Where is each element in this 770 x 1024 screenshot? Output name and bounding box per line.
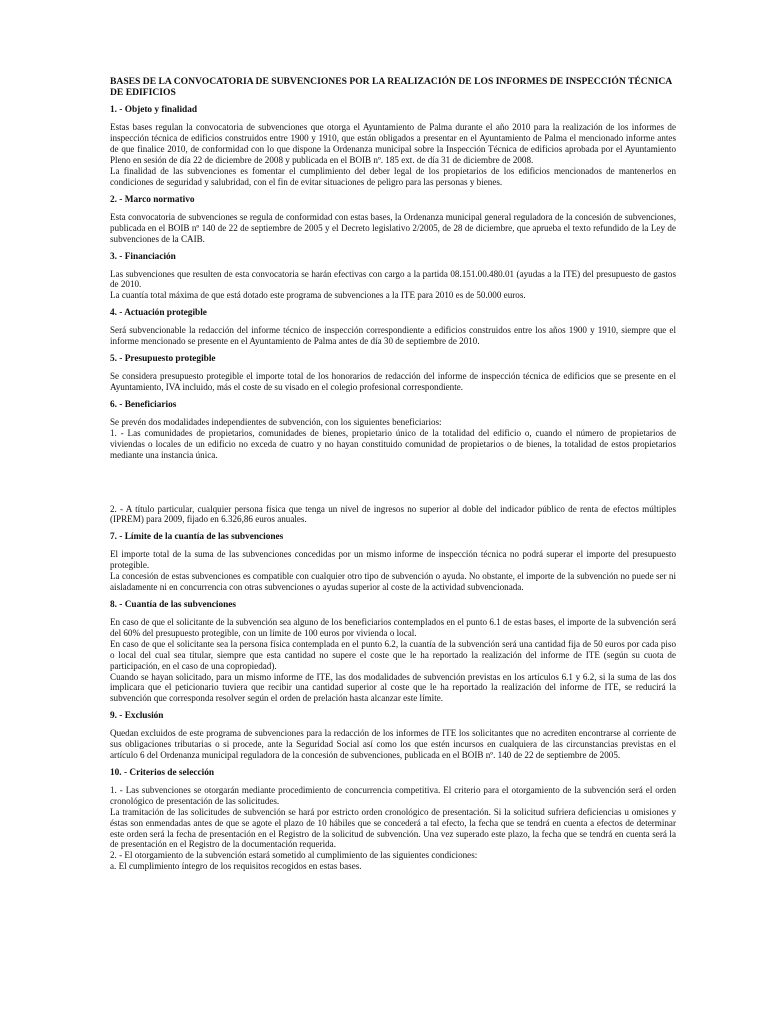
section-paragraph: La cuantía total máxima de que está dotado este programa de subvenciones a la ITE para 2010 es de 50.000 euros. [110, 290, 526, 301]
section-paragraph: La tramitación de las solicitudes de subvención se hará por estricto orden cronológico de presentación. Si la solicitud sufriera deficiencias u omisiones y éstas son enmendadas antes de que se agote el plazo de 10 hábiles que se concederá a tal efecto, la fecha que se tendrá en cuenta a efectos de determinar este orden será la fecha de presentación en el Registro de la solicitud de subvención. Una vez superado este plazo, la fecha que se tendrá en cuenta será la de presentación en el Registro de la documentación requerida. [110, 806, 676, 850]
section-paragraph: El importe total de la suma de las subvenciones concedidas por un mismo informe de inspección técnica no podrá superar el importe del presupuesto protegible. [110, 549, 676, 571]
section-paragraph: Esta convocatoria de subvenciones se regula de conformidad con estas bases, la Ordenanza municipal general reguladora de la concesión de subvenciones, publicada en el BOIB nº 140 de 22 de septiembre de 2005 y el Decreto legislativo 2/2005, de 28 de diciembre, que aprueba el texto refundido de la Ley de subvenciones de la CAIB. [110, 211, 676, 244]
section-heading: 7. - Límite de la cuantía de las subvenciones [110, 532, 284, 543]
section [110, 308, 676, 347]
section-paragraph: 1. - Las subvenciones se otorgarán mediante procedimiento de concurrencia competitiva. El criterio para el otorgamiento de la subvención será el orden cronológico de presentación de las solicitudes. [110, 784, 676, 806]
section [110, 532, 676, 593]
section [110, 400, 676, 525]
paragraph-gap [110, 477, 676, 488]
section-heading: 5. - Presupuesto protegible [110, 354, 216, 365]
section-heading: 9. - Exclusión [110, 711, 164, 722]
section-heading: 8. - Cuantía de las subvenciones [110, 599, 237, 610]
document-title: BASES DE LA CONVOCATORIA DE SUBVENCIONES POR LA REALIZACIÓN DE LOS INFORMES DE INSPECCIÓN TÉCNICA DE EDIFICIOS [110, 76, 672, 99]
section-paragraph: En caso de que el solicitante sea la persona física contemplada en el punto 6.2, la cuantía de la subvención será una cantidad fija de 50 euros por cada piso o local del cual sea titular, siempre que esta cantidad no supere el coste que le ha reportado la realización del informe de ITE (según su cuota de participación, en el caso de una copropiedad). [110, 638, 676, 671]
section [110, 354, 676, 393]
section [110, 711, 676, 761]
document-page [110, 76, 676, 872]
section [110, 195, 676, 245]
section-heading: 10. - Criterios de selección [110, 767, 215, 778]
section-paragraph: Se considera presupuesto protegible el importe total de los honorarios de redacción del informe de inspección técnica de edificios que se presente en el Ayuntamiento, IVA incluido, más el coste de su visado en el colegio profesional correspondiente. [110, 371, 676, 392]
section-paragraph: 1. - Las comunidades de propietarios, comunidades de bienes, propietario único de la totalidad del edificio o, cuando el número de propietarios de viviendas o locales de un edificio no exceda de cuatro y no hayan constituido comunidad de propietarios o de bienes, la totalidad de estos propietarios mediante una instancia única. [110, 427, 676, 460]
document-body [110, 105, 676, 872]
section-paragraph: Las subvenciones que resulten de esta convocatoria se harán efectivas con cargo a la partida 08.151.00.480.01 (ayudas a la ITE) del presupuesto de gastos de 2010. [110, 268, 676, 290]
section [110, 768, 676, 872]
section-paragraph: Será subvencionable la redacción del informe técnico de inspección correspondiente a edificios construidos entre los años 1900 y 1910, siempre que el informe mencionado se presente en el Ayuntamiento de Palma antes de día 30 de septiembre de 2010. [110, 325, 676, 347]
section-paragraph: Cuando se hayan solicitado, para un mismo informe de ITE, las dos modalidades de subvención previstas en los artículos 6.1 y 6.2, si la suma de las dos implicara que el peticionario tuviera que recibir una cantidad superior al coste que le ha reportado la realización del informe de ITE, se reducirá la subvención que corresponda resolver según el orden de prelación hasta alcanzar este límite. [110, 671, 676, 704]
section [110, 105, 676, 187]
section-paragraph: Se prevén dos modalidades independientes de subvención, con los siguientes beneficiarios: [110, 416, 442, 427]
section-paragraph: 2. - A título particular, cualquier persona física que tenga un nivel de ingresos no superior al doble del indicador público de renta de efectos múltiples (IPREM) para 2009, fijado en 6.326,86 euros anuales. [110, 503, 676, 525]
section-paragraph: a. El cumplimiento íntegro de los requisitos recogidos en estas bases. [110, 861, 362, 872]
section-paragraph: Quedan excluidos de este programa de subvenciones para la redacción de los informes de ITE los solicitantes que no acrediten encontrarse al corriente de sus obligaciones tributarias o si procede, ante la Seguridad Social así como los que estén incursos en cualquiera de las circunstancias previstas en el artículo 6 del Ordenanza municipal reguladora de la concesión de subvenciones, publicada en el BOIB nº. 140 de 22 de septiembre de 2005. [110, 728, 676, 761]
section [110, 252, 676, 302]
section-paragraph: En caso de que el solicitante de la subvención sea alguno de los beneficiarios contemplados en el punto 6.1 de estas bases, el importe de la subvención será del 60% del presupuesto protegible, con un límite de 100 euros por vivienda o local. [110, 616, 676, 638]
section-heading: 3. - Financiación [110, 251, 176, 262]
section-heading: 6. - Beneficiarios [110, 399, 177, 410]
section [110, 600, 676, 704]
section-paragraph: La finalidad de las subvenciones es fomentar el cumplimiento del deber legal de los propietarios de los edificios mencionados de mantenerlos en condiciones de seguridad y salubridad, con el fin de evitar situaciones de peligro para las personas y bienes. [110, 166, 676, 187]
section-paragraph: Estas bases regulan la convocatoria de subvenciones que otorga el Ayuntamiento de Palma durante el año 2010 para la realización de los informes de inspección técnica de edificios construidos entre 1900 y 1910, que están obligados a presentar en el Ayuntamiento de Palma el mencionado informe antes de que finalice 2010, de conformidad con lo que dispone la Ordenanza municipal sobre la Inspección Técnica de edificios aprobada por el Ayuntamiento Pleno en sesión de día 22 de diciembre de 2008 y publicada en el BOIB nº. 185 ext. de día 31 de diciembre de 2008. [110, 122, 676, 166]
section-paragraph: 2. - El otorgamiento de la subvención estará sometido al cumplimiento de las siguientes condiciones: [110, 850, 478, 861]
section-paragraph: La concesión de estas subvenciones es compatible con cualquier otro tipo de subvención o ayuda. No obstante, el importe de la subvención no puede ser ni aisladamente ni en concurrencia con otras subvenciones o ayudas superior al coste de la actividad subvencionada. [110, 571, 676, 593]
section-heading: 1. - Objeto y finalidad [110, 105, 198, 116]
section-heading: 4. - Actuación protegible [110, 308, 207, 319]
section-heading: 2. - Marco normativo [110, 194, 195, 205]
